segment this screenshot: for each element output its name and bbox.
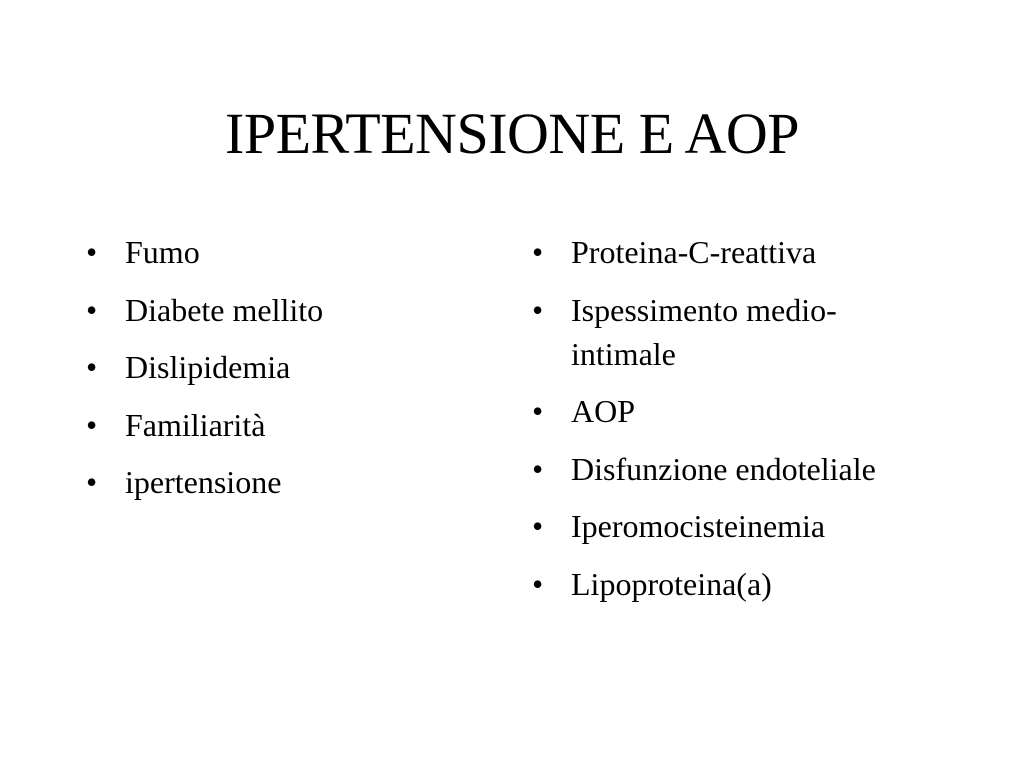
- right-bullet-list: [532, 230, 932, 619]
- list-item: [532, 230, 932, 274]
- list-item: [86, 230, 466, 274]
- list-item-text: Disfunzione endoteliale: [571, 450, 876, 487]
- list-item-text: Ispessimento medio-intimale: [571, 291, 837, 372]
- list-item-text: Dislipidemia: [125, 349, 291, 385]
- list-item-text: Fumo: [125, 234, 200, 270]
- list-item: [532, 504, 932, 548]
- list-item-text: Diabete mellito: [125, 291, 324, 328]
- slide-title: IPERTENSIONE E AOP: [225, 101, 799, 166]
- bullet-icon: •: [86, 234, 98, 270]
- list-item-text: AOP: [571, 393, 636, 429]
- bullet-icon: •: [532, 291, 544, 328]
- list-item: [86, 288, 466, 332]
- list-item-text: Iperomocisteinemia: [571, 508, 826, 544]
- bullet-icon: •: [532, 393, 544, 429]
- list-item: [86, 403, 466, 447]
- left-bullet-list: [86, 230, 466, 518]
- bullet-icon: •: [532, 234, 544, 270]
- list-item: [86, 460, 466, 504]
- list-item: [532, 447, 932, 491]
- list-item-text: Familiarità: [125, 406, 266, 443]
- list-item: [532, 562, 932, 606]
- list-item-text: ipertensione: [125, 464, 282, 500]
- bullet-icon: •: [532, 508, 544, 544]
- list-item-text: Proteina-C-reattiva: [571, 234, 817, 270]
- list-item: [532, 288, 932, 376]
- bullet-icon: •: [532, 565, 544, 602]
- bullet-icon: •: [532, 450, 544, 487]
- bullet-icon: •: [86, 349, 98, 385]
- list-item-text: Lipoproteina(a): [571, 565, 772, 602]
- bullet-icon: •: [86, 291, 98, 328]
- bullet-icon: •: [86, 464, 98, 500]
- list-item: [86, 345, 466, 389]
- bullet-icon: •: [86, 406, 98, 443]
- list-item: [532, 389, 932, 433]
